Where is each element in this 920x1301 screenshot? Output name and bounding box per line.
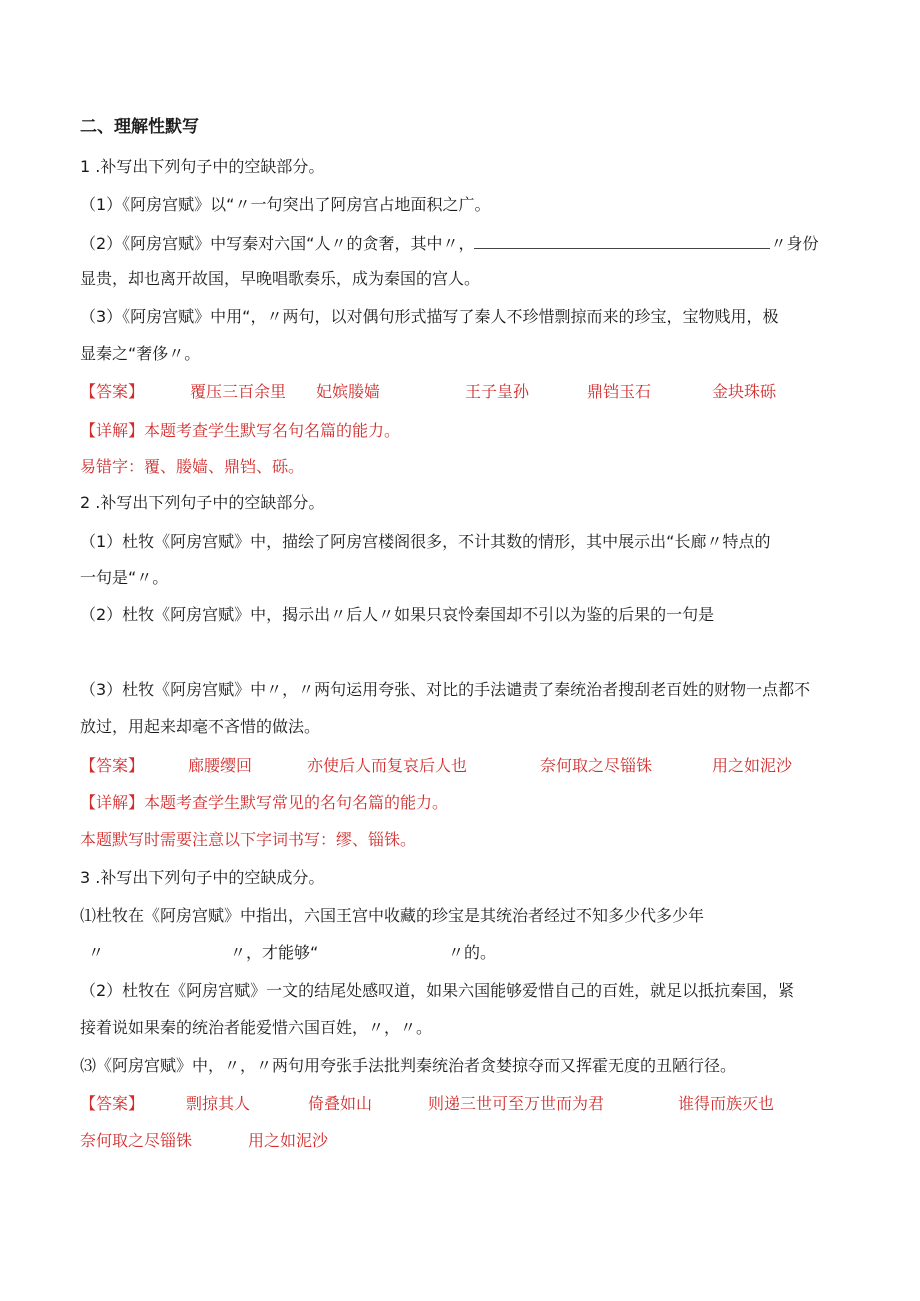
q3-part1-line1: ⑴杜牧在《阿房宫赋》中指出，六国王宫中收藏的珍宝是其统治者经过不知多少代多少年 bbox=[80, 906, 705, 925]
q2-answer-row bbox=[80, 755, 840, 777]
answer-item: 倚叠如山 bbox=[308, 1094, 373, 1113]
q2-note: 本题默写时需要注意以下字词书写：缪、锱铢。 bbox=[80, 830, 417, 849]
q3-part1-line2 bbox=[80, 942, 840, 964]
q1-note: 易错字：覆、媵嫱、鼎铛、砾。 bbox=[80, 457, 305, 476]
answer-item: 剽掠其人 bbox=[186, 1094, 251, 1113]
quote-mark: 〃 bbox=[88, 943, 105, 962]
q2-part1-line2: 一句是“〃。 bbox=[80, 568, 169, 587]
q2-part3-line2: 放过，用起来却毫不吝惜的做法。 bbox=[80, 717, 321, 736]
q1-fill-blank[interactable] bbox=[474, 232, 770, 249]
q3-answer-row-2 bbox=[80, 1130, 840, 1152]
q1-part2-suffix: 〃身份 bbox=[770, 234, 819, 253]
q1-detail: 【详解】本题考查学生默写名句名篇的能力。 bbox=[80, 421, 401, 440]
answer-item: 谁得而族灭也 bbox=[678, 1094, 775, 1113]
answer-item: 覆压三百余里 bbox=[190, 382, 287, 401]
answer-item: 妃嫔媵嫱 bbox=[316, 382, 381, 401]
q1-part2-text: （2）《阿房宫赋》中写秦对六国“人〃的贪奢，其中〃， bbox=[80, 234, 475, 253]
answer-label: 【答案】 bbox=[80, 382, 145, 401]
q3-part2-line1: （2）杜牧在《阿房宫赋》一文的结尾处感叹道，如果六国能够爱惜自己的百姓，就足以抵抗秦国，紧 bbox=[80, 981, 795, 1000]
q3-part1-middle: 〃，才能够“ bbox=[230, 943, 319, 962]
q2-part2: （2）杜牧《阿房宫赋》中，揭示出〃后人〃如果只哀怜秦国却不引以为鉴的后果的一句是 bbox=[80, 605, 715, 624]
q3-part1-end: 〃的。 bbox=[448, 943, 497, 962]
q3-answer-row bbox=[80, 1093, 840, 1115]
q2-stem: 2 .补写出下列句子中的空缺部分。 bbox=[80, 493, 325, 512]
q1-part3-line2: 显秦之“奢侈〃。 bbox=[80, 344, 201, 363]
answer-item: 金块珠砾 bbox=[712, 382, 777, 401]
section-title: 二、理解性默写 bbox=[80, 117, 199, 137]
q3-part3: ⑶《阿房宫赋》中，〃，〃两句用夸张手法批判秦统治者贪婪掠夺而又挥霍无度的丑陋行径。 bbox=[80, 1056, 737, 1075]
q2-part3-line1: （3）杜牧《阿房宫赋》中〃，〃两句运用夸张、对比的手法谴责了秦统治者搜刮老百姓的财物一点都不 bbox=[80, 680, 811, 699]
q3-stem: 3 .补写出下列句子中的空缺成分。 bbox=[80, 868, 325, 887]
answer-item: 廊腰缨回 bbox=[188, 756, 253, 775]
answer-label: 【答案】 bbox=[80, 756, 145, 775]
answer-item: 则递三世可至万世而为君 bbox=[428, 1094, 605, 1113]
answer-item: 用之如泥沙 bbox=[712, 756, 793, 775]
q1-part2-line2: 显贵，却也离开故国，早晚唱歌奏乐，成为秦国的宫人。 bbox=[80, 269, 481, 288]
q1-part3-line1: （3）《阿房宫赋》中用“，〃两句，以对偶句形式描写了秦人不珍惜剽掠而来的珍宝，宝物贱用，极 bbox=[80, 307, 779, 326]
answer-item: 奈何取之尽锱铢 bbox=[80, 1131, 193, 1150]
answer-label: 【答案】 bbox=[80, 1094, 145, 1113]
q1-part2-line1 bbox=[80, 232, 819, 255]
answer-item: 奈何取之尽锱铢 bbox=[540, 756, 653, 775]
answer-item: 鼎铛玉石 bbox=[587, 382, 652, 401]
q1-answer-row bbox=[80, 381, 840, 403]
q1-part1: （1）《阿房宫赋》以“〃一句突出了阿房宫占地面积之广。 bbox=[80, 195, 491, 214]
q2-part1-line1: （1）杜牧《阿房宫赋》中，描绘了阿房宫楼阁很多，不计其数的情形，其中展示出“长廊〃特点的 bbox=[80, 532, 771, 551]
answer-item: 用之如泥沙 bbox=[248, 1131, 329, 1150]
answer-item: 亦使后人而复哀后人也 bbox=[307, 756, 468, 775]
answer-item: 王子皇孙 bbox=[465, 382, 530, 401]
q2-detail: 【详解】本题考查学生默写常见的名句名篇的能力。 bbox=[80, 793, 449, 812]
q3-part2-line2: 接着说如果秦的统治者能爱惜六国百姓，〃，〃。 bbox=[80, 1018, 433, 1037]
q1-stem: 1 .补写出下列句子中的空缺部分。 bbox=[80, 157, 325, 176]
